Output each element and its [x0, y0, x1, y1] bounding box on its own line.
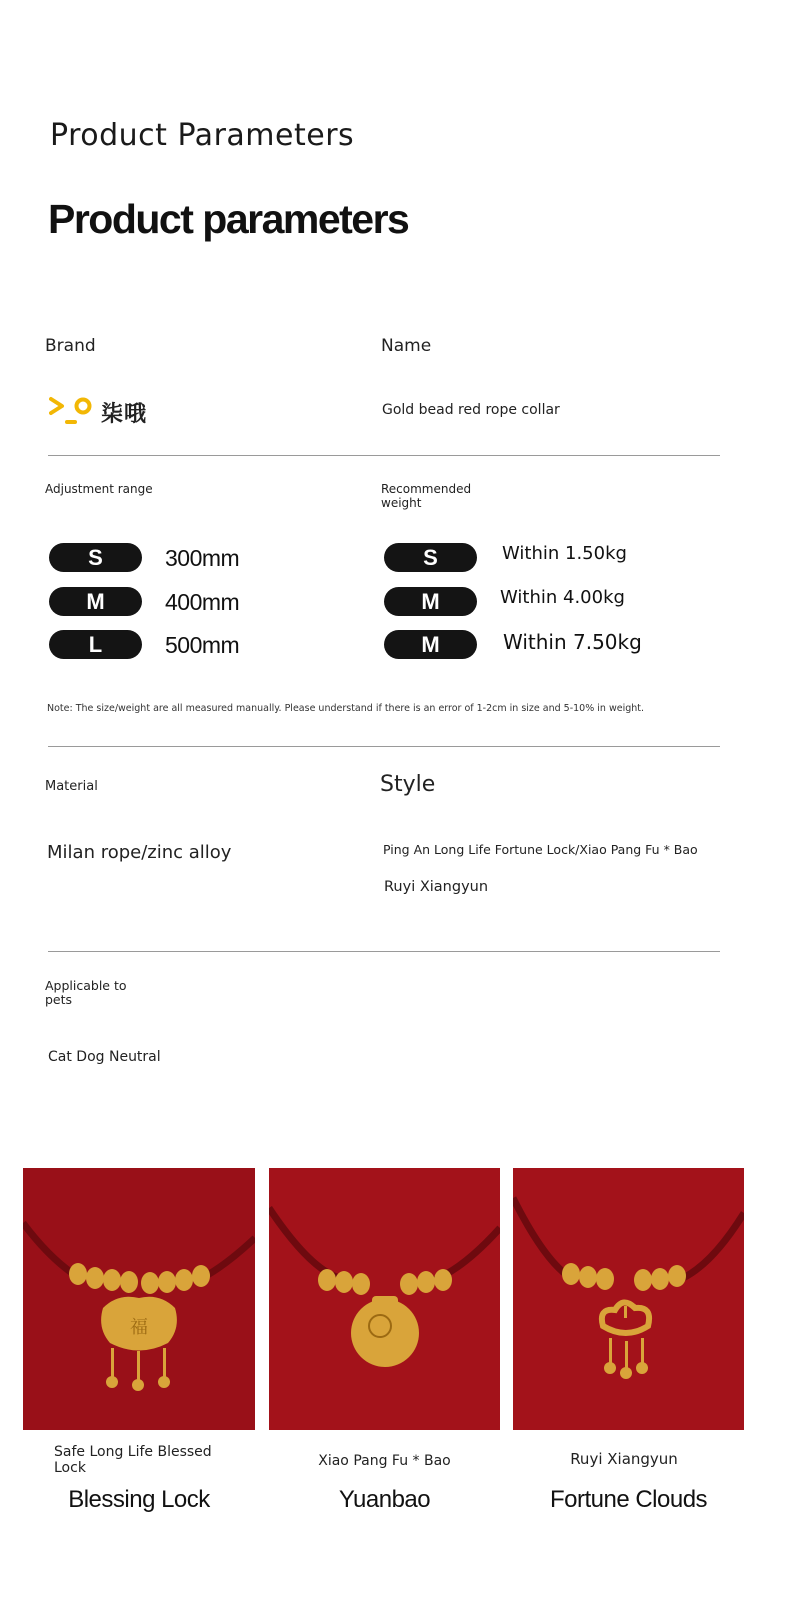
product-caption-small: Ruyi Xiangyun: [570, 1450, 678, 1468]
divider: [48, 951, 720, 952]
divider: [48, 746, 720, 747]
divider: [48, 455, 720, 456]
size-badge-l: L: [49, 630, 142, 659]
page-subtitle: Product parameters: [48, 196, 409, 242]
brand-logo-text: 柒哦: [101, 402, 148, 427]
size-value-m: 400mm: [165, 589, 240, 615]
weight-badge-s: S: [384, 543, 477, 572]
product-caption-big: Yuanbao: [338, 1486, 431, 1513]
material-value: Milan rope/zinc alloy: [47, 842, 232, 863]
product-photo-blessing-lock: [23, 1168, 255, 1430]
size-badge-s: S: [49, 543, 142, 572]
name-label: Name: [381, 336, 432, 356]
material-label: Material: [45, 779, 98, 794]
adjustment-label: Adjustment range: [45, 482, 153, 496]
recommended-label: Recommended weight: [381, 482, 472, 510]
size-value-s: 300mm: [165, 545, 240, 571]
size-badge-m: M: [49, 587, 142, 616]
weight-badge-l: M: [384, 630, 477, 659]
measurement-note: Note: The size/weight are all measured manually. Please understand if there is an error of 1-2cm in size and 5-10% in weight.: [47, 703, 645, 714]
product-caption-small: Xiao Pang Fu * Bao: [318, 1453, 451, 1469]
brand-logo: [49, 396, 159, 426]
svg-text:福: 福: [130, 1317, 148, 1338]
pets-label: Applicable to pets: [45, 978, 127, 1007]
style-value-line1: Ping An Long Life Fortune Lock/Xiao Pang Fu * Bao: [383, 842, 698, 857]
brand-label: Brand: [45, 336, 96, 356]
name-value: Gold bead red rope collar: [382, 402, 560, 418]
pets-value: Cat Dog Neutral: [48, 1049, 161, 1065]
product-photo-fortune-clouds: [513, 1168, 744, 1430]
brand-logo-mark-icon: [49, 396, 95, 426]
weight-value-l: Within 7.50kg: [503, 630, 642, 654]
product-photo-yuanbao: [269, 1168, 500, 1430]
product-caption-big: Blessing Lock: [68, 1486, 210, 1513]
weight-badge-m: M: [384, 587, 477, 616]
product-caption-big: Fortune Clouds: [549, 1486, 708, 1513]
page-title: Product Parameters: [50, 118, 355, 153]
weight-value-m: Within 4.00kg: [500, 587, 625, 608]
size-value-l: 500mm: [165, 632, 240, 658]
weight-value-s: Within 1.50kg: [502, 543, 627, 564]
style-label: Style: [380, 772, 436, 797]
style-value-line2: Ruyi Xiangyun: [384, 879, 489, 895]
product-caption-small: Safe Long Life Blessed Lock: [54, 1444, 212, 1476]
